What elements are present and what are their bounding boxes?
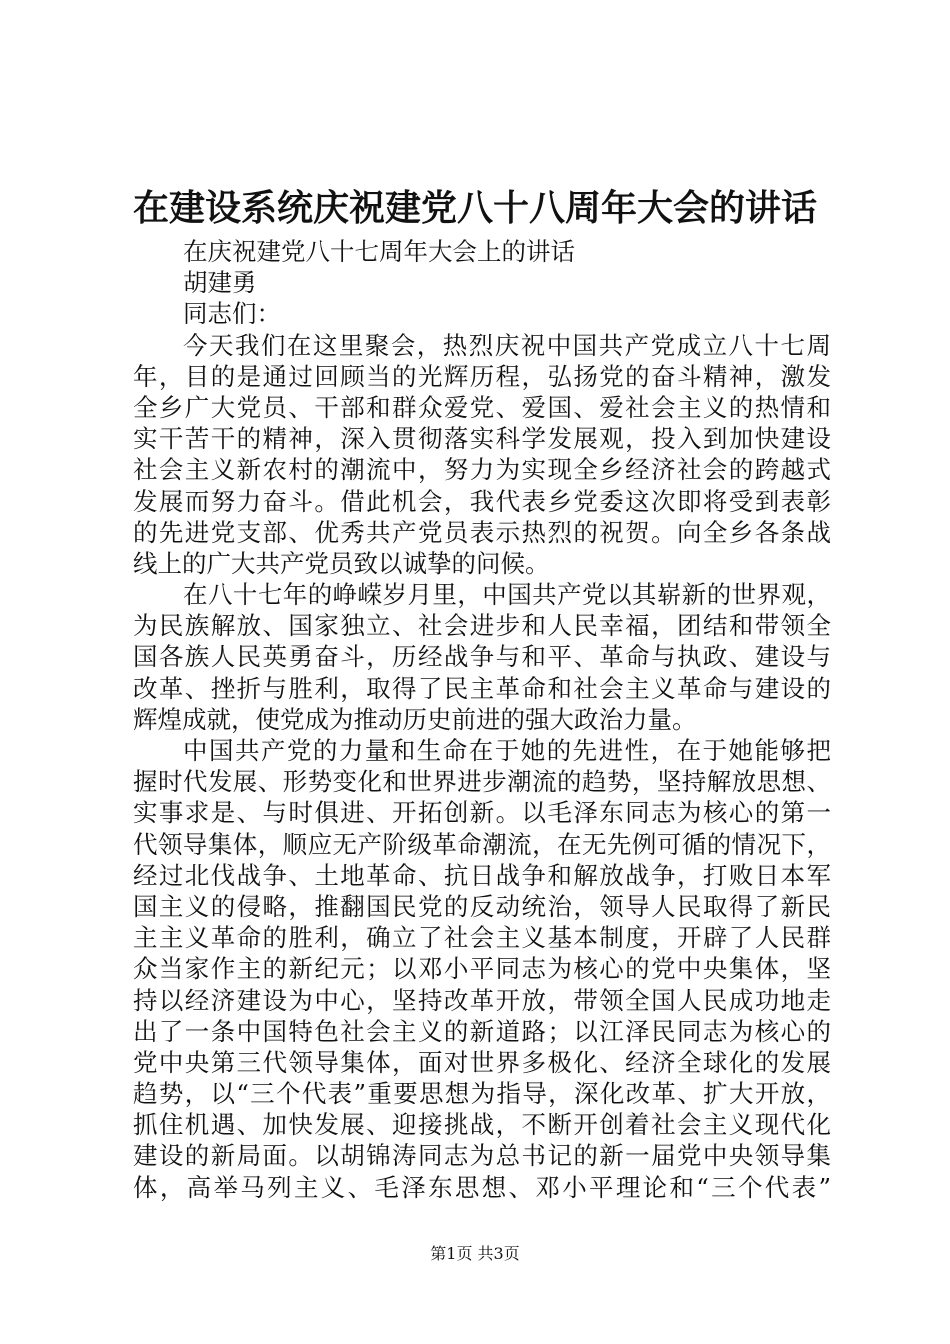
paragraph-line: 辉煌成就，使党成为推动历史前进的强大政治力量。 bbox=[133, 704, 697, 734]
paragraph-line: 代领导集体，顺应无产阶级革命潮流，在无先例可循的情况下， bbox=[133, 829, 831, 859]
paragraph-line: 在八十七年的峥嵘岁月里，中国共产党以其崭新的世界观， bbox=[183, 580, 831, 610]
paragraph-line: 今天我们在这里聚会，热烈庆祝中国共产党成立八十七周 bbox=[183, 330, 831, 360]
paragraph-line: 年，目的是通过回顾当的光辉历程，弘扬党的奋斗精神，激发 bbox=[133, 361, 831, 391]
document-body bbox=[133, 236, 831, 1203]
paragraph-line: 国各族人民英勇奋斗，历经战争与和平、革命与执政、建设与 bbox=[133, 642, 831, 672]
paragraph-line: 实干苦干的精神，深入贯彻落实科学发展观，投入到加快建设 bbox=[133, 424, 831, 454]
paragraph-line: 实事求是、与时俱进、开拓创新。以毛泽东同志为核心的第一 bbox=[133, 798, 831, 828]
paragraph-line: 为民族解放、国家独立、社会进步和人民幸福，团结和带领全 bbox=[133, 611, 831, 641]
paragraph-line: 主主义革命的胜利，确立了社会主义基本制度，开辟了人民群 bbox=[133, 923, 831, 953]
page-footer: 第1页 共3页 bbox=[430, 1244, 520, 1263]
paragraph-line: 握时代发展、形势变化和世界进步潮流的趋势，坚持解放思想、 bbox=[133, 767, 831, 797]
paragraph-line: 国主义的侵略，推翻国民党的反动统治，领导人民取得了新民 bbox=[133, 891, 831, 921]
paragraph-line: 社会主义新农村的潮流中，努力为实现全乡经济社会的跨越式 bbox=[133, 455, 831, 485]
paragraph-line: 趋势，以“三个代表”重要思想为指导，深化改革、扩大开放， bbox=[133, 1079, 831, 1109]
paragraph-line: 出了一条中国特色社会主义的新道路；以江泽民同志为核心的 bbox=[133, 1016, 831, 1046]
paragraph-line: 的先进党支部、优秀共产党员表示热烈的祝贺。向全乡各条战 bbox=[133, 517, 831, 547]
paragraph-line: 党中央第三代领导集体，面对世界多极化、经济全球化的发展 bbox=[133, 1047, 831, 1077]
paragraph-line: 众当家作主的新纪元；以邓小平同志为核心的党中央集体，坚 bbox=[133, 954, 831, 984]
paragraph-line: 经过北伐战争、土地革命、抗日战争和解放战争，打败日本军 bbox=[133, 860, 831, 890]
paragraph-line: 体，高举马列主义、毛泽东思想、邓小平理论和“三个代表” bbox=[133, 1172, 831, 1202]
document-author: 胡建勇 bbox=[183, 268, 257, 298]
paragraph-line: 全乡广大党员、干部和群众爱党、爱国、爱社会主义的热情和 bbox=[133, 392, 831, 422]
paragraph-line: 发展而努力奋斗。借此机会，我代表乡党委这次即将受到表彰 bbox=[133, 486, 831, 516]
paragraph-line: 线上的广大共产党员致以诚挚的问候。 bbox=[133, 548, 550, 578]
paragraph-line: 改革、挫折与胜利，取得了民主革命和社会主义革命与建设的 bbox=[133, 673, 831, 703]
document-subtitle: 在庆祝建党八十七周年大会上的讲话 bbox=[183, 237, 575, 266]
paragraph-line: 中国共产党的力量和生命在于她的先进性，在于她能够把 bbox=[183, 736, 831, 765]
paragraph-line: 抓住机遇、加快发展、迎接挑战，不断开创着社会主义现代化 bbox=[133, 1110, 831, 1140]
salutation: 同志们： bbox=[183, 299, 281, 329]
paragraph-line: 持以经济建设为中心，坚持改革开放，带领全国人民成功地走 bbox=[133, 985, 831, 1015]
page-title: 在建设系统庆祝建党八十八周年大会的讲话 bbox=[132, 188, 817, 229]
paragraph-line: 建设的新局面。以胡锦涛同志为总书记的新一届党中央领导集 bbox=[133, 1141, 831, 1171]
